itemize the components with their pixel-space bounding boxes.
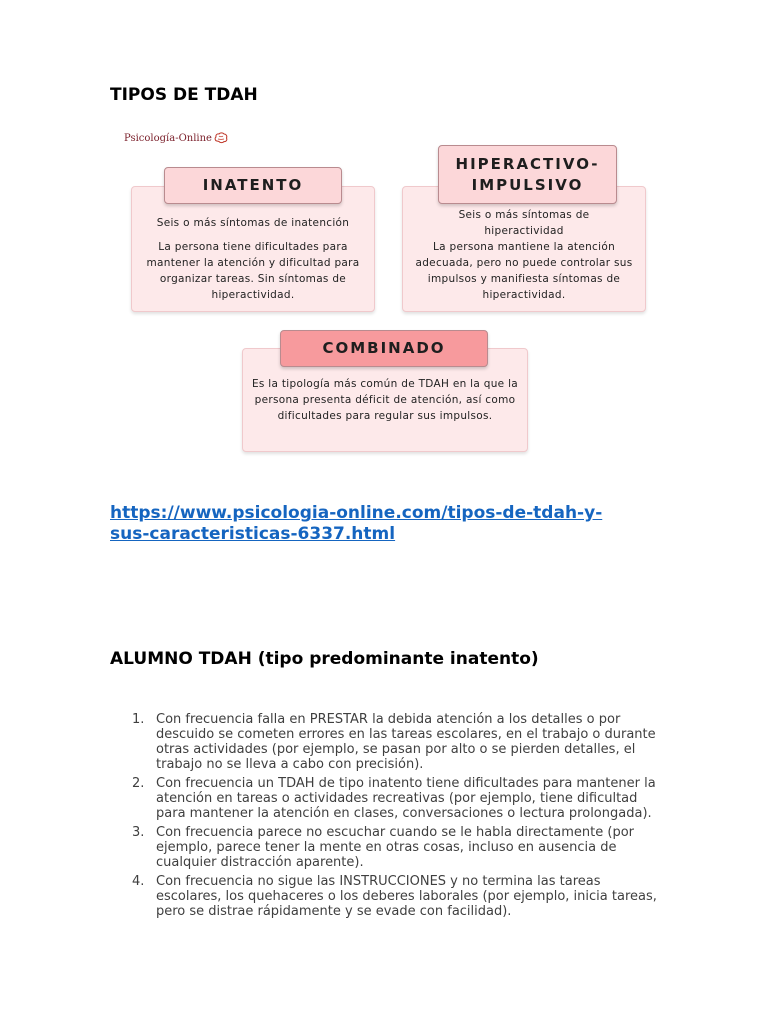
tag-inatento (164, 167, 342, 204)
list-item-text: Con frecuencia falla en PRESTAR la debida atención a los detalles o por descuido se cometen errores en las tareas escolares, en el trabajo o durante otras actividades (por ejemplo, se pasan por alto o se pierden detalles, el trabajo no se lleva a cabo con precisión). (156, 712, 656, 772)
list-item (128, 712, 668, 772)
source-link-line1: https://www.psicologia-online.com/tipos-de-tdah-y- (110, 503, 603, 523)
list-item-number: 1. (132, 712, 145, 727)
list-item (128, 825, 668, 870)
card-inatento (131, 186, 375, 312)
card-hiperactivo-impulsivo (402, 186, 646, 312)
list-item (128, 874, 668, 919)
psicologia-online-logo (124, 132, 228, 144)
hiperactivo-title-line2: IMPULSIVO (471, 175, 584, 194)
list-item-number: 4. (132, 874, 145, 889)
heading-tipos-de-tdah: TIPOS DE TDAH (110, 85, 258, 105)
inatento-subtitle: Seis o más síntomas de inatención (156, 217, 350, 229)
source-link[interactable] (110, 503, 670, 545)
inatento-description: La persona tiene dificultades para mantener la atención y dificultad para organizar tareas. Sin síntomas de hiperactividad. (146, 241, 360, 301)
list-item-number: 2. (132, 776, 145, 791)
list-item-text: Con frecuencia parece no escuchar cuando se le habla directamente (por ejemplo, parece tener la mente en otras cosas, incluso en ausencia de cualquier distracción aparente). (156, 825, 635, 870)
hiperactivo-subtitle: Seis o más síntomas de hiperactividad (458, 209, 590, 237)
hiperactivo-title-line1: HIPERACTIVO- (455, 154, 600, 173)
list-item-text: Con frecuencia no sigue las INSTRUCCIONES y no termina las tareas escolares, los quehaceres o los deberes laborales (por ejemplo, inicia tareas, pero se distrae rápidamente y se evade con facilidad). (156, 874, 657, 919)
list-item (128, 776, 668, 821)
symptom-list (128, 712, 668, 923)
list-item-text: Con frecuencia un TDAH de tipo inatento tiene dificultades para mantener la atención en tareas o actividades recreativas (por ejemplo, tiene dificultad para mantener la atención en clases, conversaciones o lectura prolongada). (156, 776, 656, 821)
tag-hiperactivo-impulsivo (438, 145, 617, 204)
heading-alumno-tdah: ALUMNO TDAH (tipo predominante inatento) (110, 649, 539, 669)
inatento-title: INATENTO (202, 176, 304, 194)
tdah-types-infographic (110, 122, 658, 462)
list-item-number: 3. (132, 825, 145, 840)
combinado-title: COMBINADO (322, 339, 446, 357)
tag-combinado (280, 330, 488, 367)
brain-icon (214, 132, 228, 144)
source-link-line2: sus-caracteristicas-6337.html (110, 524, 396, 544)
logo-text: Psicología-Online (124, 132, 212, 144)
combinado-description: Es la tipología más común de TDAH en la que la persona presenta déficit de atención, así como dificultades para regular sus impulsos. (251, 378, 519, 422)
hiperactivo-description: La persona mantiene la atención adecuada, pero no puede controlar sus impulsos y manifiesta síntomas de hiperactividad. (415, 241, 633, 301)
